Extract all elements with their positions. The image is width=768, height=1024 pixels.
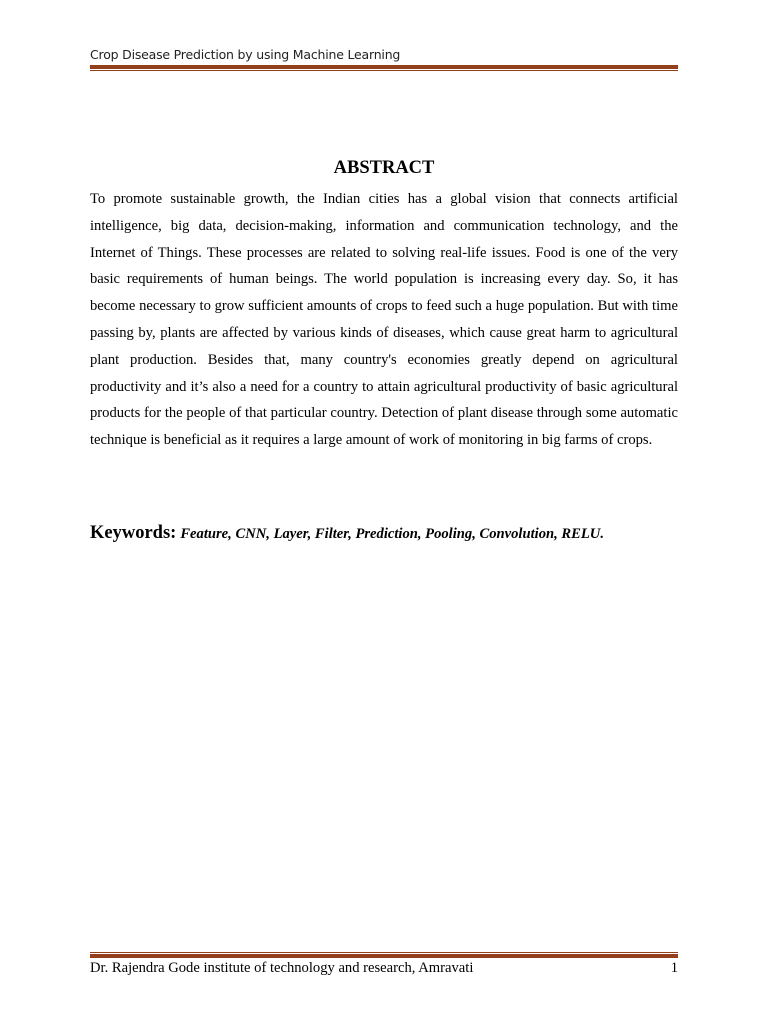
keywords-label: Keywords: [90, 523, 177, 543]
header-rule [90, 65, 678, 71]
running-header: Crop Disease Prediction by using Machine Learning [90, 47, 401, 62]
keywords-values: Feature, CNN, Layer, Filter, Prediction, Pooling, Convolution, RELU. [180, 526, 604, 542]
footer-rule [90, 952, 678, 958]
abstract-heading: ABSTRACT [333, 158, 435, 178]
page-number: 1 [670, 960, 678, 976]
keywords-line [90, 523, 678, 544]
footer-institution: Dr. Rajendra Gode institute of technology and research, Amravati [90, 960, 474, 976]
abstract-body: To promote sustainable growth, the Indian cities has a global vision that connects artificial intelligence, big data, decision-making, information and communication technology, and the Internet of Things. These processes are related to solving real-life issues. Food is one of the very basic requirements of human beings. The world population is increasing every day. So, it has become necessary to grow sufficient amounts of crops to feed such a huge population. But with time passing by, plants are affected by various kinds of diseases, which cause great harm to agricultural plant production. Besides that, many country's economies greatly depend on agricultural productivity and it’s also a need for a country to attain agricultural productivity of basic agricultural products for the people of that particular country. Detection of plant disease through some automatic technique is beneficial as it requires a large amount of work of monitoring in big farms of crops. [90, 191, 678, 449]
